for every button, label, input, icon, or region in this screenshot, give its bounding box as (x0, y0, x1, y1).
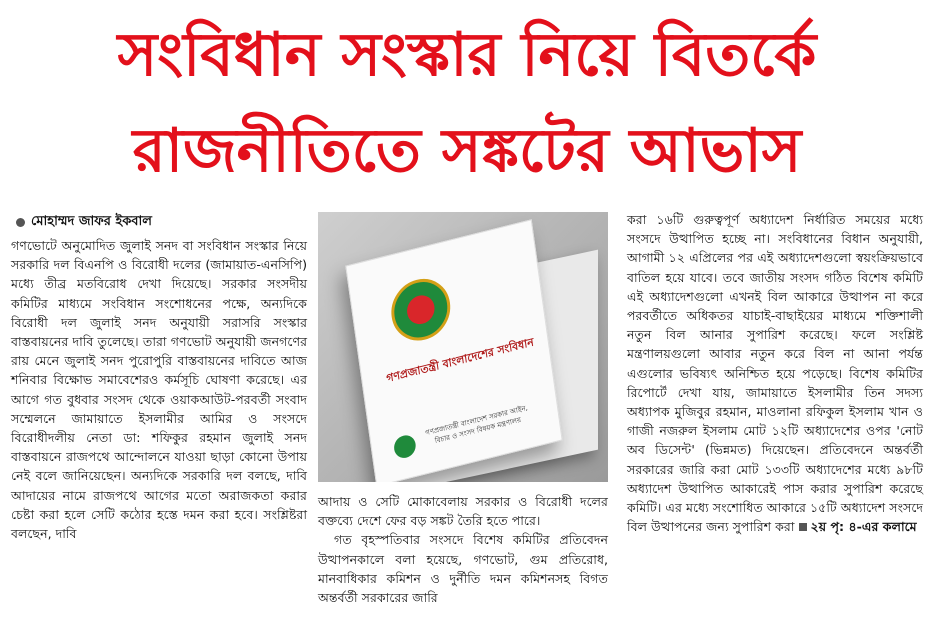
headline-line-1: সংবিধান সংস্কার নিয়ে বিতর্কে (117, 20, 817, 90)
bullet-icon (16, 218, 25, 227)
square-bullet-icon (799, 523, 807, 531)
article-column-1 (11, 236, 307, 543)
book-title: গণপ্রজাতন্ত্রী বাংলাদেশের সংবিধান (385, 335, 535, 386)
book-publisher: গণপ্রজাতন্ত্রী বাংলাদেশ সরকার আইন, বিচার ও সংসদ বিষয়ক মন্ত্রণালয় (424, 403, 529, 446)
article-column-3 (627, 210, 923, 536)
column-3-text: করা ১৬টি গুরুত্বপূর্ণ অধ্যাদেশ নির্ধারিত সময়ের মধ্যে সংসদে উত্থাপিত হচ্ছে না। সংবিধানের বিধান অনুযায়ী, আগামী ১২ এপ্রিলের পর এই অধ্যাদেশগুলো স্বয়ংক্রিয়ভাবে বাতিল হয়ে যাবে। তবে জাতীয় সংসদ গঠিত বিশেষ কমিটি এই অধ্যাদেশগুলো এখনই বিল আকারে উত্থাপন না করে পরবর্তীতে অধিকতর যাচাই-বাছাইয়ের মাধ্যমে শক্তিশালী নতুন বিল আনার সুপারিশ করেছে। ফলে সংশ্লিষ্ট মন্ত্রণালয়গুলো আবার নতুন করে বিল না আনা পর্যন্ত এগুলোর ভবিষ্যৎ অনিশ্চিত হয়ে পড়েছে। বিশেষ কমিটির রিপোর্টে দেখা যায়, জামায়াতে ইসলামীর তিন সদস্য অধ্যাপক মুজিবুর রহমান, মাওলানা রফিকুল ইসলাম খান ও গাজী নজরুল ইসলাম মোট ১২টি অধ্যাদেশের ওপর 'নোট অব ডিসেন্ট' (ভিন্নমত) দিয়েছেন। প্রতিবেদনে অন্তর্বর্তী সরকারের জারি করা মোট ১৩৩টি অধ্যাদেশের মধ্যে ৯৮টি অধ্যাদেশ উত্থাপিত আকারেই পাস করার সুপারিশ করেছে কমিটি। এর মধ্যে সংশোধিত আকারে ১৫টি অধ্যাদেশ সংসদে বিল উত্থাপনের জন্য সুপারিশ করা (627, 212, 923, 535)
headline (0, 8, 934, 196)
constitution-book-photo (318, 212, 608, 482)
continued-notice (799, 519, 917, 534)
article-column-2 (318, 492, 608, 607)
book-cover (345, 219, 562, 482)
headline-line-2: রাজনীতিতে সঙ্কটের আভাস (132, 116, 802, 186)
column-2-paragraph-1: আদায় ও সেটি মোকাবেলায় সরকার ও বিরোধী দলের বক্তব্যে দেশে ফের বড় সঙ্কট তৈরি হতে পারে। (318, 494, 608, 529)
column-2-paragraph-2: গত বৃহস্পতিবার সংসদে বিশেষ কমিটির প্রতিবেদন উত্থাপনকালে বলা হয়েছে, গণভোট, গুম প্রতিরোধ, মানবাধিকার কমিশন ও দুর্নীতি দমন কমিশনসহ বিগত অন্তর্বর্তী সরকারের জারি (318, 532, 608, 606)
government-logo-icon (393, 433, 417, 460)
byline (16, 212, 152, 233)
continued-label: ২য় পৃ: ৪-এর কলামে (810, 519, 917, 535)
author-name: মোহাম্মদ জাফর ইকবাল (31, 214, 152, 229)
bangladesh-emblem-icon (387, 273, 454, 347)
column-1-text: গণভোটে অনুমোদিত জুলাই সনদ বা সংবিধান সংস্কার নিয়ে সরকারি দল বিএনপি ও বিরোধী দলের (জামায়াত-এনসিপি) মধ্যে তীব্র মতবিরোধ দেখা দিয়েছে। সরকার সংসদীয় কমিটির মাধ্যমে সংবিধান সংশোধনের পক্ষে, অন্যদিকে বিরোধী দল জুলাই সনদ অনুযায়ী সরাসরি সংস্কার বাস্তবায়নের দাবি তুলেছে। তারা গণভোট অনুযায়ী জনগণের রায় মেনে জুলাই সনদ পুরোপুরি বাস্তবায়নের দাবিতে আজ শনিবার বিক্ষোভ সমাবেশেরও কর্মসূচি ঘোষণা করেছে। এর আগে গত বুধবার সংসদ থেকে ওয়াকআউট-পরবর্তী সংবাদ সম্মেলনে জামায়াতে ইসলামীর আমির ও সংসদে বিরোধীদলীয় নেতা ডা: শফিকুর রহমান জুলাই সনদ বাস্তবায়নে রাজপথে আন্দোলনে যাওয়া ছাড়া কোনো উপায় নেই বলে জানিয়েছেন। অন্যদিকে সরকারি দল বলছে, দাবি আদায়ের নামে রাজপথে আগের মতো অরাজকতা করার চেষ্টা করা হলে সেটি কঠোর হস্তে দমন করা হবে। সংশ্লিষ্টরা বলছেন, দাবি (11, 238, 307, 542)
